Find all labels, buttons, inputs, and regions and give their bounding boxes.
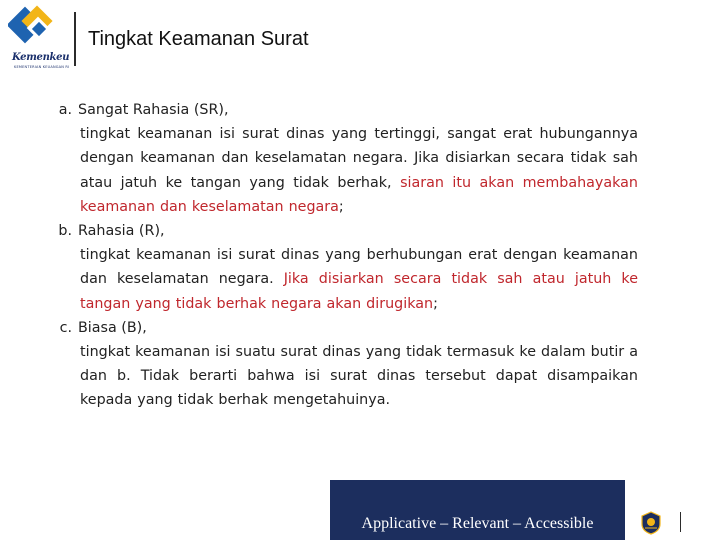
footer-tagline: Applicative – Relevant – Accessible <box>361 515 594 532</box>
list-item <box>50 219 638 316</box>
header-divider <box>74 12 76 66</box>
page-title: Tingkat Keamanan Surat <box>88 28 309 50</box>
item-heading: Rahasia (R), <box>78 223 165 240</box>
item-letter: a. <box>58 102 72 118</box>
item-description <box>80 122 638 219</box>
item-description <box>80 243 638 316</box>
kemenkeu-logo-icon <box>8 4 70 74</box>
logo-subtext: KEMENTERIAN KEUANGAN RI <box>14 65 70 69</box>
list-item <box>50 316 638 413</box>
item-description <box>80 340 638 413</box>
description-end: ; <box>338 198 344 215</box>
list-item <box>50 98 638 219</box>
item-letter: c. <box>59 319 72 336</box>
description-text: tingkat keamanan isi suatu surat dinas yang tidak termasuk ke dalam butir a dan b. Tidak berarti bahwa isi surat dinas tersebut dapat disampaikan kepada yang tidak berhak mengetahuinya. <box>80 344 638 409</box>
item-heading: Biasa (B), <box>78 319 147 336</box>
description-end: ; <box>433 295 438 312</box>
logo-wordmark: Kemenkeu <box>12 52 70 63</box>
description-text: tingkat keamanan isi surat dinas yang berhubungan erat dengan keamanan dan keselamatan negara. <box>80 247 638 288</box>
description-text: tingkat keamanan isi surat dinas yang tertinggi, sangat erat hubungannya dengan keamanan dan keselamatan negara. Jika disiarkan secara tidak sah atau jatuh ke tangan yang tidak berhak, <box>80 126 638 191</box>
kemenkeu-emblem-icon <box>638 510 664 536</box>
classification-list <box>50 98 638 413</box>
item-letter: b. <box>58 223 72 240</box>
item-heading: Sangat Rahasia (SR), <box>78 102 229 118</box>
description-emphasis: siaran itu akan membahayakan keamanan dan keselamatan negara <box>80 174 638 215</box>
footer-divider <box>680 512 681 532</box>
description-emphasis: Jika disiarkan secara tidak sah atau jatuh ke tangan yang tidak berhak negara akan dirugikan <box>80 271 638 312</box>
